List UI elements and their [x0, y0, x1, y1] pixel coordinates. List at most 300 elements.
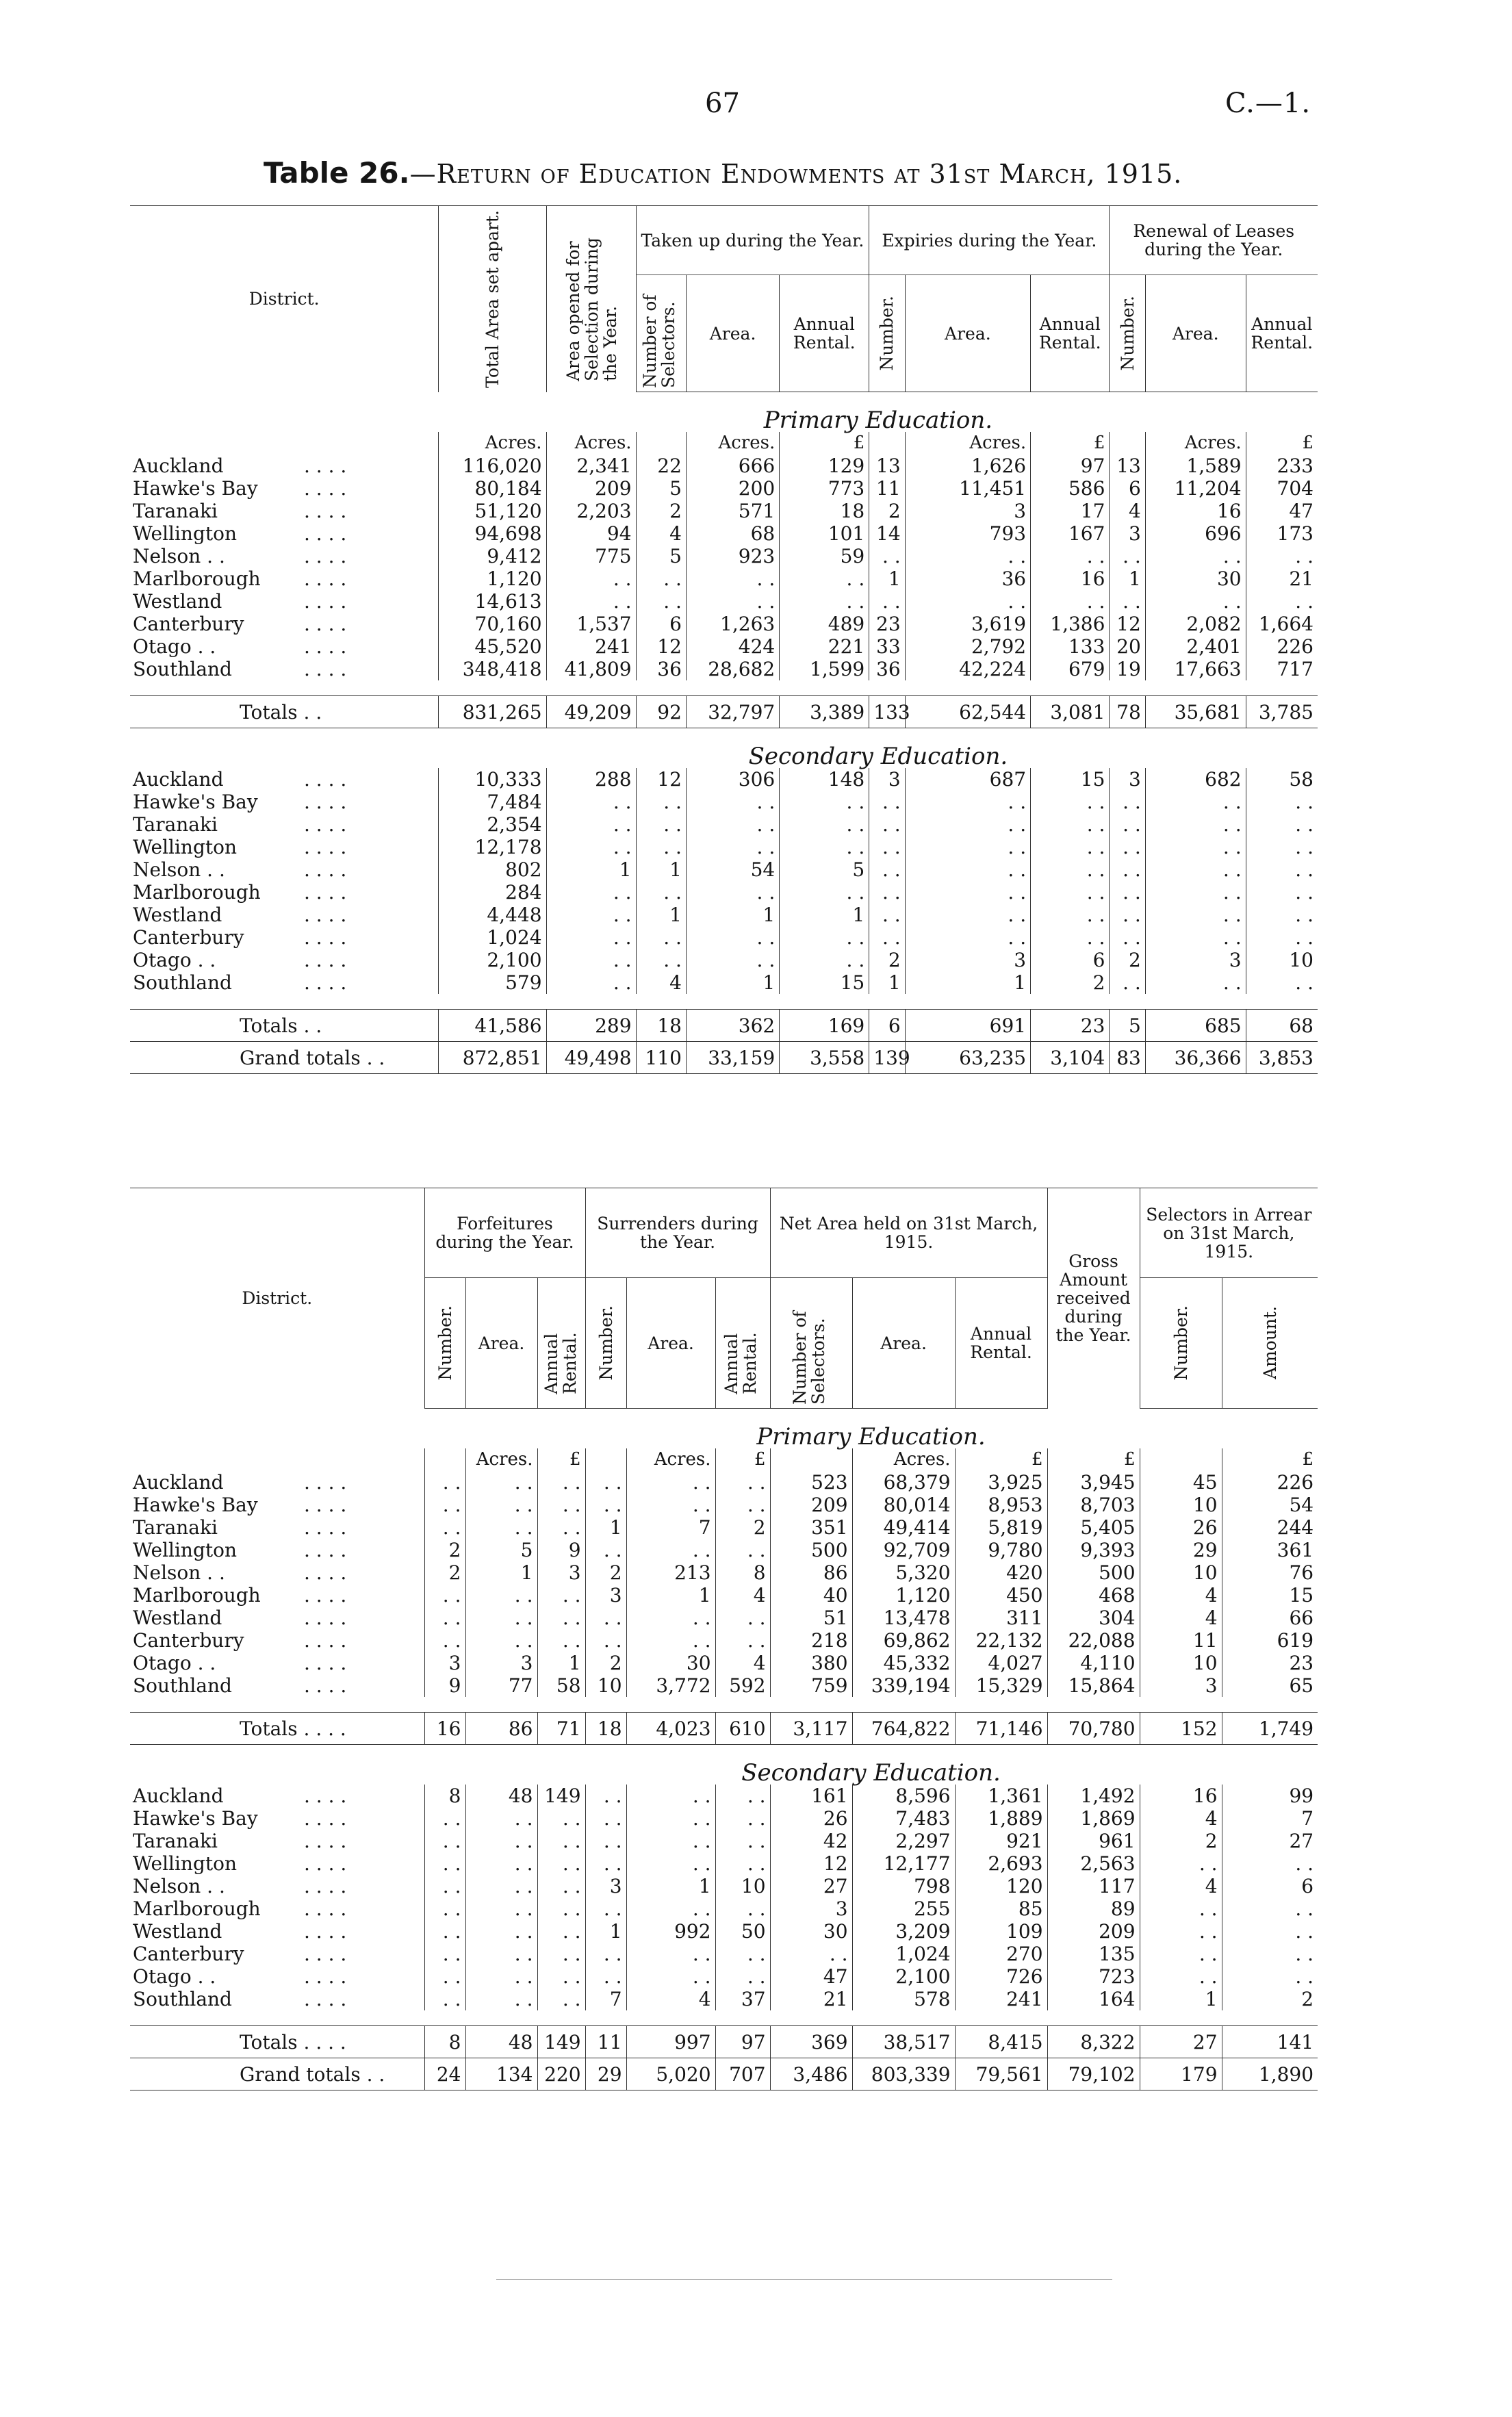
value-cell: . . [1145, 590, 1246, 613]
leader-dots: . . . . [304, 1652, 347, 1674]
value-cell: 13 [869, 455, 905, 477]
district-cell [130, 590, 439, 613]
leader-dots: . . . . [304, 1988, 347, 2010]
value-cell: 1 [780, 904, 869, 926]
net-selectors-header-text: Number of Selectors. [790, 1311, 829, 1405]
value-cell: 1 [585, 1920, 626, 1943]
value-cell: 3 [905, 500, 1030, 522]
value-cell: 3,772 [626, 1674, 715, 1697]
totals-cell: 152 [1140, 1713, 1222, 1745]
expiries-header: Expiries during the Year. [869, 206, 1110, 275]
value-cell: 1,386 [1031, 613, 1110, 635]
value-cell: . . [686, 590, 779, 613]
table-row [130, 1920, 1318, 1943]
totals-row [130, 2026, 1318, 2058]
leader-dots: . . . . [304, 1561, 347, 1584]
value-cell: 1,537 [546, 613, 636, 635]
totals-cell: 3,785 [1246, 696, 1318, 728]
value-cell: 94 [546, 522, 636, 545]
leader-dots: . . . . [304, 791, 347, 813]
value-cell: . . [537, 1584, 585, 1607]
value-cell: 288 [546, 768, 636, 791]
value-cell: . . [424, 1988, 465, 2010]
value-cell: 92,709 [852, 1539, 955, 1561]
district-cell [130, 1674, 424, 1697]
value-cell: 666 [686, 455, 779, 477]
value-cell: 2 [1140, 1830, 1222, 1852]
value-cell: . . [465, 1494, 537, 1516]
totals-label: Totals . . . . [130, 2026, 424, 2058]
value-cell: 1,263 [686, 613, 779, 635]
district-name: Nelson . . [133, 1875, 225, 1897]
spacer-cell [130, 1697, 1318, 1713]
value-cell: . . [636, 567, 686, 590]
value-cell: . . [1110, 926, 1145, 949]
value-cell: 135 [1047, 1943, 1140, 1965]
value-cell: 129 [780, 455, 869, 477]
value-cell: 4 [1140, 1807, 1222, 1830]
value-cell: . . [1246, 904, 1318, 926]
value-cell: . . [626, 1539, 715, 1561]
value-cell: 200 [686, 477, 779, 500]
table-row [130, 1539, 1318, 1561]
table-row [130, 836, 1318, 858]
table-row [130, 545, 1318, 567]
totals-cell: 149 [537, 2026, 585, 2058]
expiries-rental-header: Annual Rental. [1031, 275, 1110, 392]
leader-dots: . . . . [304, 858, 347, 881]
value-cell: 1 [636, 858, 686, 881]
value-cell: . . [537, 1494, 585, 1516]
leader-dots: . . . . [304, 1830, 347, 1852]
value-cell: 9,393 [1047, 1539, 1140, 1561]
value-cell: 15 [1222, 1584, 1318, 1607]
value-cell: 304 [1047, 1607, 1140, 1629]
value-cell: 2 [869, 949, 905, 971]
value-cell: . . [636, 949, 686, 971]
value-cell: 8 [715, 1561, 770, 1584]
value-cell: . . [1140, 1943, 1222, 1965]
value-cell: . . [686, 791, 779, 813]
value-cell: . . [905, 791, 1030, 813]
section-title-row [130, 1745, 1318, 1785]
surrenders-number-header [585, 1278, 626, 1409]
grand-totals-cell: 24 [424, 2058, 465, 2090]
value-cell: . . [424, 1897, 465, 1920]
value-cell: . . [1246, 881, 1318, 904]
value-cell: 13 [1110, 455, 1145, 477]
value-cell: 226 [1222, 1471, 1318, 1494]
value-cell: . . [780, 836, 869, 858]
value-cell: 586 [1031, 477, 1110, 500]
arrear-number-header [1140, 1278, 1222, 1409]
value-cell: 65 [1222, 1674, 1318, 1697]
value-cell: . . [770, 1943, 852, 1965]
value-cell: 2 [636, 500, 686, 522]
value-cell: . . [424, 1584, 465, 1607]
grand-totals-label: Grand totals . . [130, 2058, 424, 2090]
unit-cell [1110, 432, 1145, 455]
value-cell: 12 [636, 635, 686, 658]
value-cell: 5,405 [1047, 1516, 1140, 1539]
unit-cell [1140, 1448, 1222, 1471]
value-cell: 209 [546, 477, 636, 500]
totals-cell: 289 [546, 1010, 636, 1042]
value-cell: . . [905, 881, 1030, 904]
value-cell: 361 [1222, 1539, 1318, 1561]
value-cell: 4 [1140, 1584, 1222, 1607]
value-cell: 773 [780, 477, 869, 500]
value-cell: . . [869, 590, 905, 613]
table-row [130, 926, 1318, 949]
endowments-table-1 [130, 205, 1318, 1074]
district-cell [130, 1965, 424, 1988]
value-cell: . . [546, 881, 636, 904]
value-cell: 3 [465, 1652, 537, 1674]
value-cell: . . [780, 813, 869, 836]
value-cell: 29 [1140, 1539, 1222, 1561]
table-caption: —Return of Education Endowments at 31st March, 1915. [409, 159, 1183, 189]
value-cell: 76 [1222, 1561, 1318, 1584]
value-cell: 1,889 [955, 1807, 1047, 1830]
leader-dots: . . . . [304, 635, 347, 658]
district-cell [130, 971, 439, 994]
value-cell: . . [626, 1785, 715, 1807]
table-number: Table 26. [264, 156, 410, 190]
value-cell: 22 [636, 455, 686, 477]
value-cell: 696 [1145, 522, 1246, 545]
grand-totals-cell: 110 [636, 1042, 686, 1074]
grand-totals-label: Grand totals . . [130, 1042, 439, 1074]
value-cell: 3 [1110, 522, 1145, 545]
grand-totals-cell: 134 [465, 2058, 537, 2090]
unit-cell: £ [1246, 432, 1318, 455]
totals-cell: 48 [465, 2026, 537, 2058]
value-cell: 424 [686, 635, 779, 658]
value-cell: 775 [546, 545, 636, 567]
leader-dots: . . . . [304, 613, 347, 635]
value-cell: 2,563 [1047, 1852, 1140, 1875]
value-cell: 10 [1140, 1652, 1222, 1674]
value-cell: . . [869, 813, 905, 836]
totals-cell: 71,146 [955, 1713, 1047, 1745]
page-header [0, 88, 1512, 129]
units-spacer [130, 432, 439, 455]
district-name: Westland [133, 1607, 222, 1629]
district-cell [130, 1852, 424, 1875]
leader-dots: . . . . [304, 1897, 347, 1920]
renewal-rental-header: Annual Rental. [1246, 275, 1318, 392]
leader-dots: . . . . [304, 1965, 347, 1988]
value-cell: . . [465, 1471, 537, 1494]
taken-up-area-header: Area. [686, 275, 779, 392]
value-cell: 3 [1140, 1674, 1222, 1697]
value-cell: . . [636, 836, 686, 858]
value-cell: . . [1145, 971, 1246, 994]
leader-dots: . . . . [304, 1471, 347, 1494]
value-cell: 213 [626, 1561, 715, 1584]
leader-dots: . . . . [304, 1584, 347, 1607]
value-cell: 68 [686, 522, 779, 545]
value-cell: . . [715, 1629, 770, 1652]
leader-dots: . . . . [304, 455, 347, 477]
totals-cell: 8 [424, 2026, 465, 2058]
district-name: Marlborough [133, 1584, 261, 1607]
value-cell: 592 [715, 1674, 770, 1697]
unit-cell [585, 1448, 626, 1471]
value-cell: . . [636, 590, 686, 613]
district-name: Southland [133, 1674, 232, 1697]
gross-amount-header: Gross Amount received during the Year. [1047, 1188, 1140, 1409]
value-cell: 41,809 [546, 658, 636, 680]
totals-cell: 62,544 [905, 696, 1030, 728]
value-cell: 36 [869, 658, 905, 680]
value-cell: . . [1031, 904, 1110, 926]
endowments-table-2 [130, 1188, 1318, 2090]
value-cell: . . [424, 1943, 465, 1965]
value-cell: 1 [465, 1561, 537, 1584]
value-cell: 221 [780, 635, 869, 658]
value-cell: . . [1110, 813, 1145, 836]
value-cell: 94,698 [439, 522, 546, 545]
leader-dots: . . . . [304, 1852, 347, 1875]
table-row [130, 768, 1318, 791]
value-cell: 1,492 [1047, 1785, 1140, 1807]
value-cell: 33 [869, 635, 905, 658]
value-cell: . . [465, 1943, 537, 1965]
value-cell: 54 [686, 858, 779, 881]
totals-cell: 610 [715, 1713, 770, 1745]
value-cell: 244 [1222, 1516, 1318, 1539]
value-cell: . . [465, 1516, 537, 1539]
section-title: Secondary Education. [741, 1759, 1001, 1787]
value-cell: 10 [715, 1875, 770, 1897]
value-cell: 23 [1222, 1652, 1318, 1674]
value-cell: . . [546, 836, 636, 858]
value-cell: 14 [869, 522, 905, 545]
value-cell: . . [780, 949, 869, 971]
district-cell [130, 1516, 424, 1539]
value-cell: . . [1246, 971, 1318, 994]
district-name: Otago . . [133, 949, 216, 971]
unit-cell: Acres. [852, 1448, 955, 1471]
value-cell: 450 [955, 1584, 1047, 1607]
district-cell [130, 1584, 424, 1607]
value-cell: . . [1110, 590, 1145, 613]
value-cell: . . [424, 1629, 465, 1652]
value-cell: . . [1246, 836, 1318, 858]
totals-cell: 169 [780, 1010, 869, 1042]
district-name: Wellington [133, 836, 238, 858]
district-name: Southland [133, 1988, 232, 2010]
value-cell: . . [1222, 1897, 1318, 1920]
value-cell: 26 [1140, 1516, 1222, 1539]
value-cell: . . [780, 590, 869, 613]
district-cell [130, 1471, 424, 1494]
totals-cell: 38,517 [852, 2026, 955, 2058]
value-cell: . . [869, 545, 905, 567]
value-cell: . . [1222, 1965, 1318, 1988]
value-cell: 961 [1047, 1830, 1140, 1852]
district-name: Hawke's Bay [133, 1494, 258, 1516]
value-cell: 9 [424, 1674, 465, 1697]
value-cell: 1,024 [439, 926, 546, 949]
district-cell [130, 567, 439, 590]
value-cell: 149 [537, 1785, 585, 1807]
leader-dots: . . . . [304, 1607, 347, 1629]
value-cell: . . [1145, 813, 1246, 836]
district-cell [130, 791, 439, 813]
grand-totals-cell: 220 [537, 2058, 585, 2090]
value-cell: 1,599 [780, 658, 869, 680]
totals-cell: 831,265 [439, 696, 546, 728]
value-cell: 4 [636, 971, 686, 994]
value-cell: 5 [636, 545, 686, 567]
value-cell: . . [1145, 836, 1246, 858]
value-cell: . . [537, 1629, 585, 1652]
value-cell: 80,014 [852, 1494, 955, 1516]
leader-dots: . . . . [304, 1674, 347, 1697]
value-cell: 99 [1222, 1785, 1318, 1807]
value-cell: 241 [546, 635, 636, 658]
value-cell: 17 [1031, 500, 1110, 522]
value-cell: 19 [1110, 658, 1145, 680]
value-cell: . . [465, 1607, 537, 1629]
unit-cell: £ [1031, 432, 1110, 455]
value-cell: 5,320 [852, 1561, 955, 1584]
value-cell: . . [585, 1607, 626, 1629]
value-cell: 3 [1145, 949, 1246, 971]
grand-totals-cell: 139 [869, 1042, 905, 1074]
value-cell: . . [686, 836, 779, 858]
district-cell [130, 635, 439, 658]
value-cell: 26 [770, 1807, 852, 1830]
value-cell: 241 [955, 1988, 1047, 2010]
district-cell [130, 768, 439, 791]
value-cell: 7 [626, 1516, 715, 1539]
net-area-sub-header: Area. [852, 1278, 955, 1409]
value-cell: 1 [686, 971, 779, 994]
value-cell: . . [537, 1965, 585, 1988]
value-cell: 6 [1031, 949, 1110, 971]
unit-cell: £ [715, 1448, 770, 1471]
value-cell: . . [1145, 904, 1246, 926]
value-cell: 380 [770, 1652, 852, 1674]
table-row [130, 1807, 1318, 1830]
totals-cell: 18 [585, 1713, 626, 1745]
value-cell: . . [546, 567, 636, 590]
value-cell: 11,451 [905, 477, 1030, 500]
value-cell: 2,100 [439, 949, 546, 971]
value-cell: 28,682 [686, 658, 779, 680]
totals-cell: 3,389 [780, 696, 869, 728]
value-cell: 164 [1047, 1988, 1140, 2010]
table-row [130, 658, 1318, 680]
value-cell: 2 [715, 1516, 770, 1539]
totals-cell: 997 [626, 2026, 715, 2058]
value-cell: . . [585, 1539, 626, 1561]
unit-cell: £ [1222, 1448, 1318, 1471]
value-cell: . . [1110, 904, 1145, 926]
totals-cell: 18 [636, 1010, 686, 1042]
district-cell [130, 1652, 424, 1674]
value-cell: . . [465, 1852, 537, 1875]
value-cell: 167 [1031, 522, 1110, 545]
totals-cell: 4,023 [626, 1713, 715, 1745]
value-cell: 17,663 [1145, 658, 1246, 680]
value-cell: 97 [1031, 455, 1110, 477]
value-cell: 1,361 [955, 1785, 1047, 1807]
value-cell: . . [465, 1920, 537, 1943]
value-cell: 14,613 [439, 590, 546, 613]
value-cell: . . [546, 590, 636, 613]
totals-cell: 32,797 [686, 696, 779, 728]
value-cell: . . [869, 926, 905, 949]
district-name: Marlborough [133, 1897, 261, 1920]
district-cell [130, 1897, 424, 1920]
value-cell: 7 [585, 1988, 626, 2010]
spacer-cell [130, 680, 1318, 696]
value-cell: . . [537, 1897, 585, 1920]
value-cell: . . [537, 1471, 585, 1494]
totals-label: Totals . . [130, 1010, 439, 1042]
value-cell: . . [869, 881, 905, 904]
value-cell: 15 [1031, 768, 1110, 791]
totals-cell: 71 [537, 1713, 585, 1745]
leader-dots: . . . . [304, 567, 347, 590]
table-row [130, 1674, 1318, 1697]
grand-totals-cell: 3,104 [1031, 1042, 1110, 1074]
value-cell: . . [636, 813, 686, 836]
value-cell: 3 [1110, 768, 1145, 791]
value-cell: 682 [1145, 768, 1246, 791]
leader-dots: . . . . [304, 1539, 347, 1561]
value-cell: . . [424, 1807, 465, 1830]
value-cell: 4 [1110, 500, 1145, 522]
value-cell: 4 [626, 1988, 715, 2010]
totals-cell: 35,681 [1145, 696, 1246, 728]
leader-dots: . . . . [304, 1875, 347, 1897]
district-name: Taranaki [133, 813, 218, 836]
value-cell: 500 [1047, 1561, 1140, 1584]
grand-totals-row [130, 1042, 1318, 1074]
value-cell: 89 [1047, 1897, 1140, 1920]
unit-cell [770, 1448, 852, 1471]
value-cell: 5 [636, 477, 686, 500]
forfeitures-area-header: Area. [465, 1278, 537, 1409]
value-cell: 726 [955, 1965, 1047, 1988]
totals-cell: 1,749 [1222, 1713, 1318, 1745]
value-cell: 420 [955, 1561, 1047, 1584]
value-cell: 351 [770, 1516, 852, 1539]
value-cell: 47 [770, 1965, 852, 1988]
totals-cell: 685 [1145, 1010, 1246, 1042]
value-cell: 9 [537, 1539, 585, 1561]
value-cell: 8,703 [1047, 1494, 1140, 1516]
value-cell: . . [1145, 881, 1246, 904]
leader-dots: . . . . [304, 949, 347, 971]
value-cell: . . [869, 904, 905, 926]
district-name: Auckland [133, 768, 224, 791]
value-cell: 3 [585, 1584, 626, 1607]
value-cell: 1,664 [1246, 613, 1318, 635]
value-cell: 348,418 [439, 658, 546, 680]
district-cell [130, 545, 439, 567]
value-cell: 489 [780, 613, 869, 635]
value-cell: 36 [636, 658, 686, 680]
section-title-row [130, 392, 1318, 433]
district-cell [130, 949, 439, 971]
